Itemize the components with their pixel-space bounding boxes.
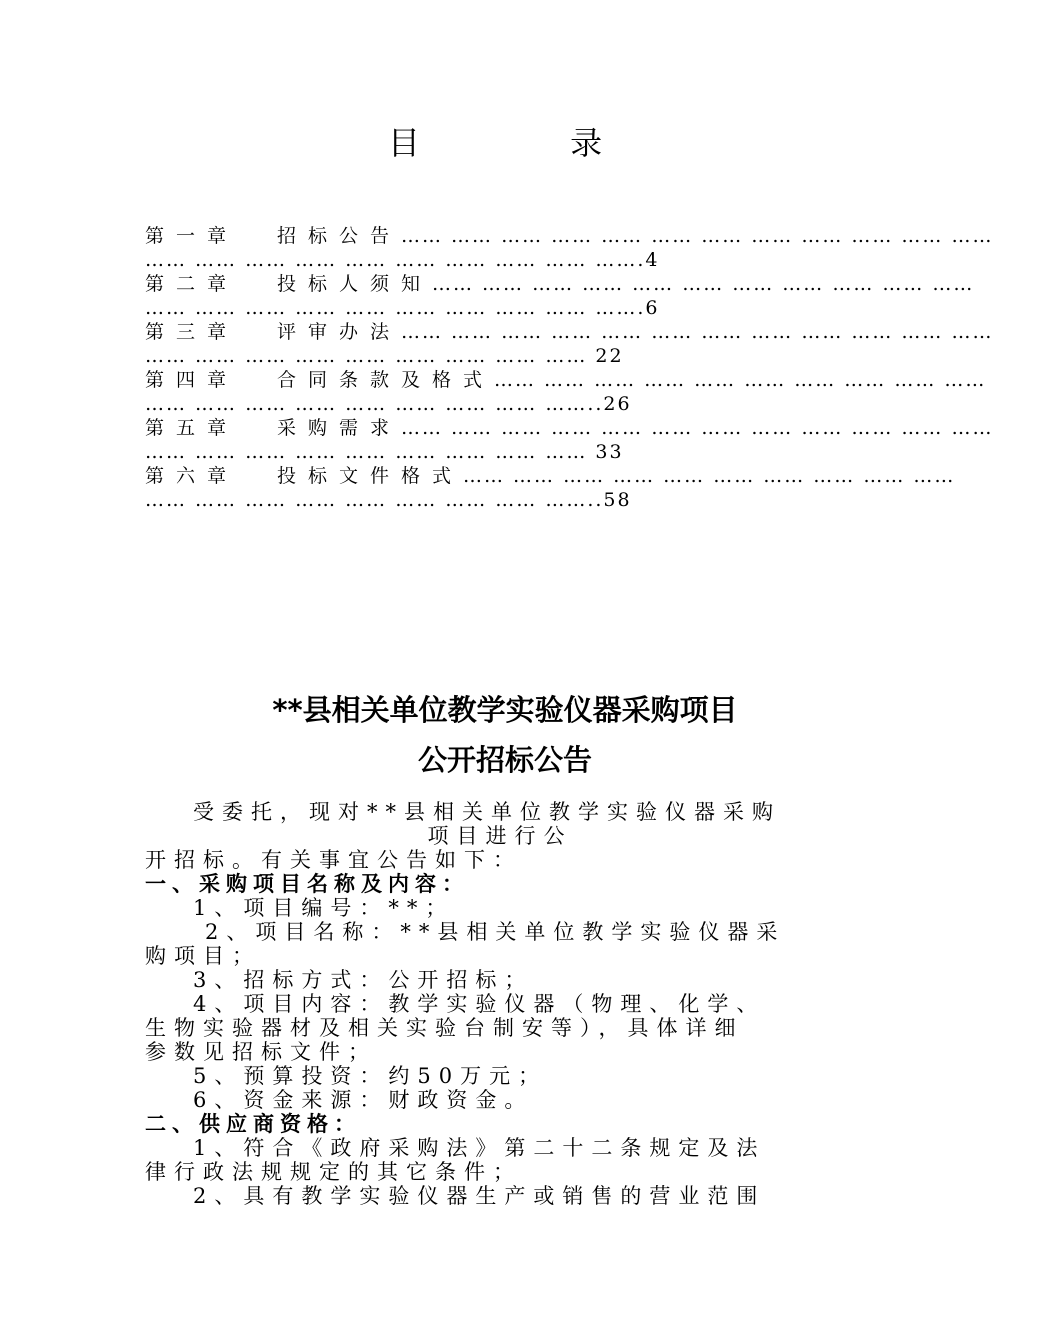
toc-entry-2-cont: …… …… …… …… …… …… …… …… …… …….6 — [145, 297, 660, 319]
list-item: 1、符合《政府采购法》第二十二条规定及法 — [193, 1136, 766, 1160]
table-of-contents — [145, 224, 994, 512]
notice-title: **县相关单位教学实验仪器采购项目 — [272, 693, 738, 727]
toc-entry-1[interactable]: 第一章 招标公告…… …… …… …… …… …… …… …… …… …… …… …… — [145, 225, 994, 247]
toc-entry-2[interactable]: 第二章 投标人须知…… …… …… …… …… …… …… …… …… …… …… — [145, 273, 975, 295]
paragraph-line: 开招标。有关事宜公告如下： — [145, 848, 522, 872]
toc-page-number: .4 — [637, 249, 660, 271]
list-item: 4、项目内容：教学实验仪器（物理、化学、 — [193, 992, 766, 1016]
paragraph-line: 生物实验器材及相关实验台制安等），具体详细 — [145, 1016, 744, 1040]
toc-entry-5-cont: …… …… …… …… …… …… …… …… …… 33 — [145, 441, 624, 463]
toc-title: 目 录 — [387, 124, 673, 162]
toc-entry-5[interactable]: 第五章 采购需求…… …… …… …… …… …… …… …… …… …… …… …… — [145, 417, 994, 439]
toc-page-number: ..58 — [587, 489, 632, 511]
toc-entry-4-cont: …… …… …… …… …… …… …… …… ……..26 — [145, 393, 632, 415]
list-item: 6、资金来源：财政资金。 — [193, 1088, 534, 1112]
toc-entry-6[interactable]: 第六章 投标文件格式…… …… …… …… …… …… …… …… …… …… — [145, 465, 956, 487]
paragraph-line: 受委托，现对**县相关单位教学实验仪器采购 — [193, 800, 781, 824]
toc-page-number: .6 — [637, 297, 660, 319]
toc-page-number: ..26 — [587, 393, 632, 415]
notice-subtitle: 公开招标公告 — [417, 743, 592, 777]
list-item: 5、预算投资：约50万元； — [193, 1064, 548, 1088]
notice-body — [145, 800, 855, 1208]
toc-page-number: 22 — [595, 345, 624, 367]
toc-entry-4[interactable]: 第四章 合同条款及格式…… …… …… …… …… …… …… …… …… …… — [145, 369, 987, 391]
toc-page-number: 33 — [595, 441, 624, 463]
toc-entry-3[interactable]: 第三章 评审办法…… …… …… …… …… …… …… …… …… …… …… …… — [145, 321, 994, 343]
section-heading: 二、供应商资格： — [145, 1112, 361, 1136]
paragraph-line: 项目进行公 — [427, 824, 573, 848]
toc-entry-3-cont: …… …… …… …… …… …… …… …… …… 22 — [145, 345, 624, 367]
paragraph-line: 律行政法规规定的其它条件； — [145, 1160, 522, 1184]
section-heading: 一、采购项目名称及内容： — [145, 872, 469, 896]
list-item: 2、项目名称：**县相关单位教学实验仪器采 — [205, 920, 786, 944]
toc-entry-6-cont: …… …… …… …… …… …… …… …… ……..58 — [145, 489, 632, 511]
paragraph-line: 参数见招标文件； — [145, 1040, 377, 1064]
list-item: 1、项目编号：**； — [193, 896, 455, 920]
toc-entry-1-cont: …… …… …… …… …… …… …… …… …… …….4 — [145, 249, 660, 271]
paragraph-line: 购项目； — [145, 944, 261, 968]
list-item: 3、招标方式：公开招标； — [193, 968, 534, 992]
list-item: 2、具有教学实验仪器生产或销售的营业范围 — [193, 1184, 766, 1208]
